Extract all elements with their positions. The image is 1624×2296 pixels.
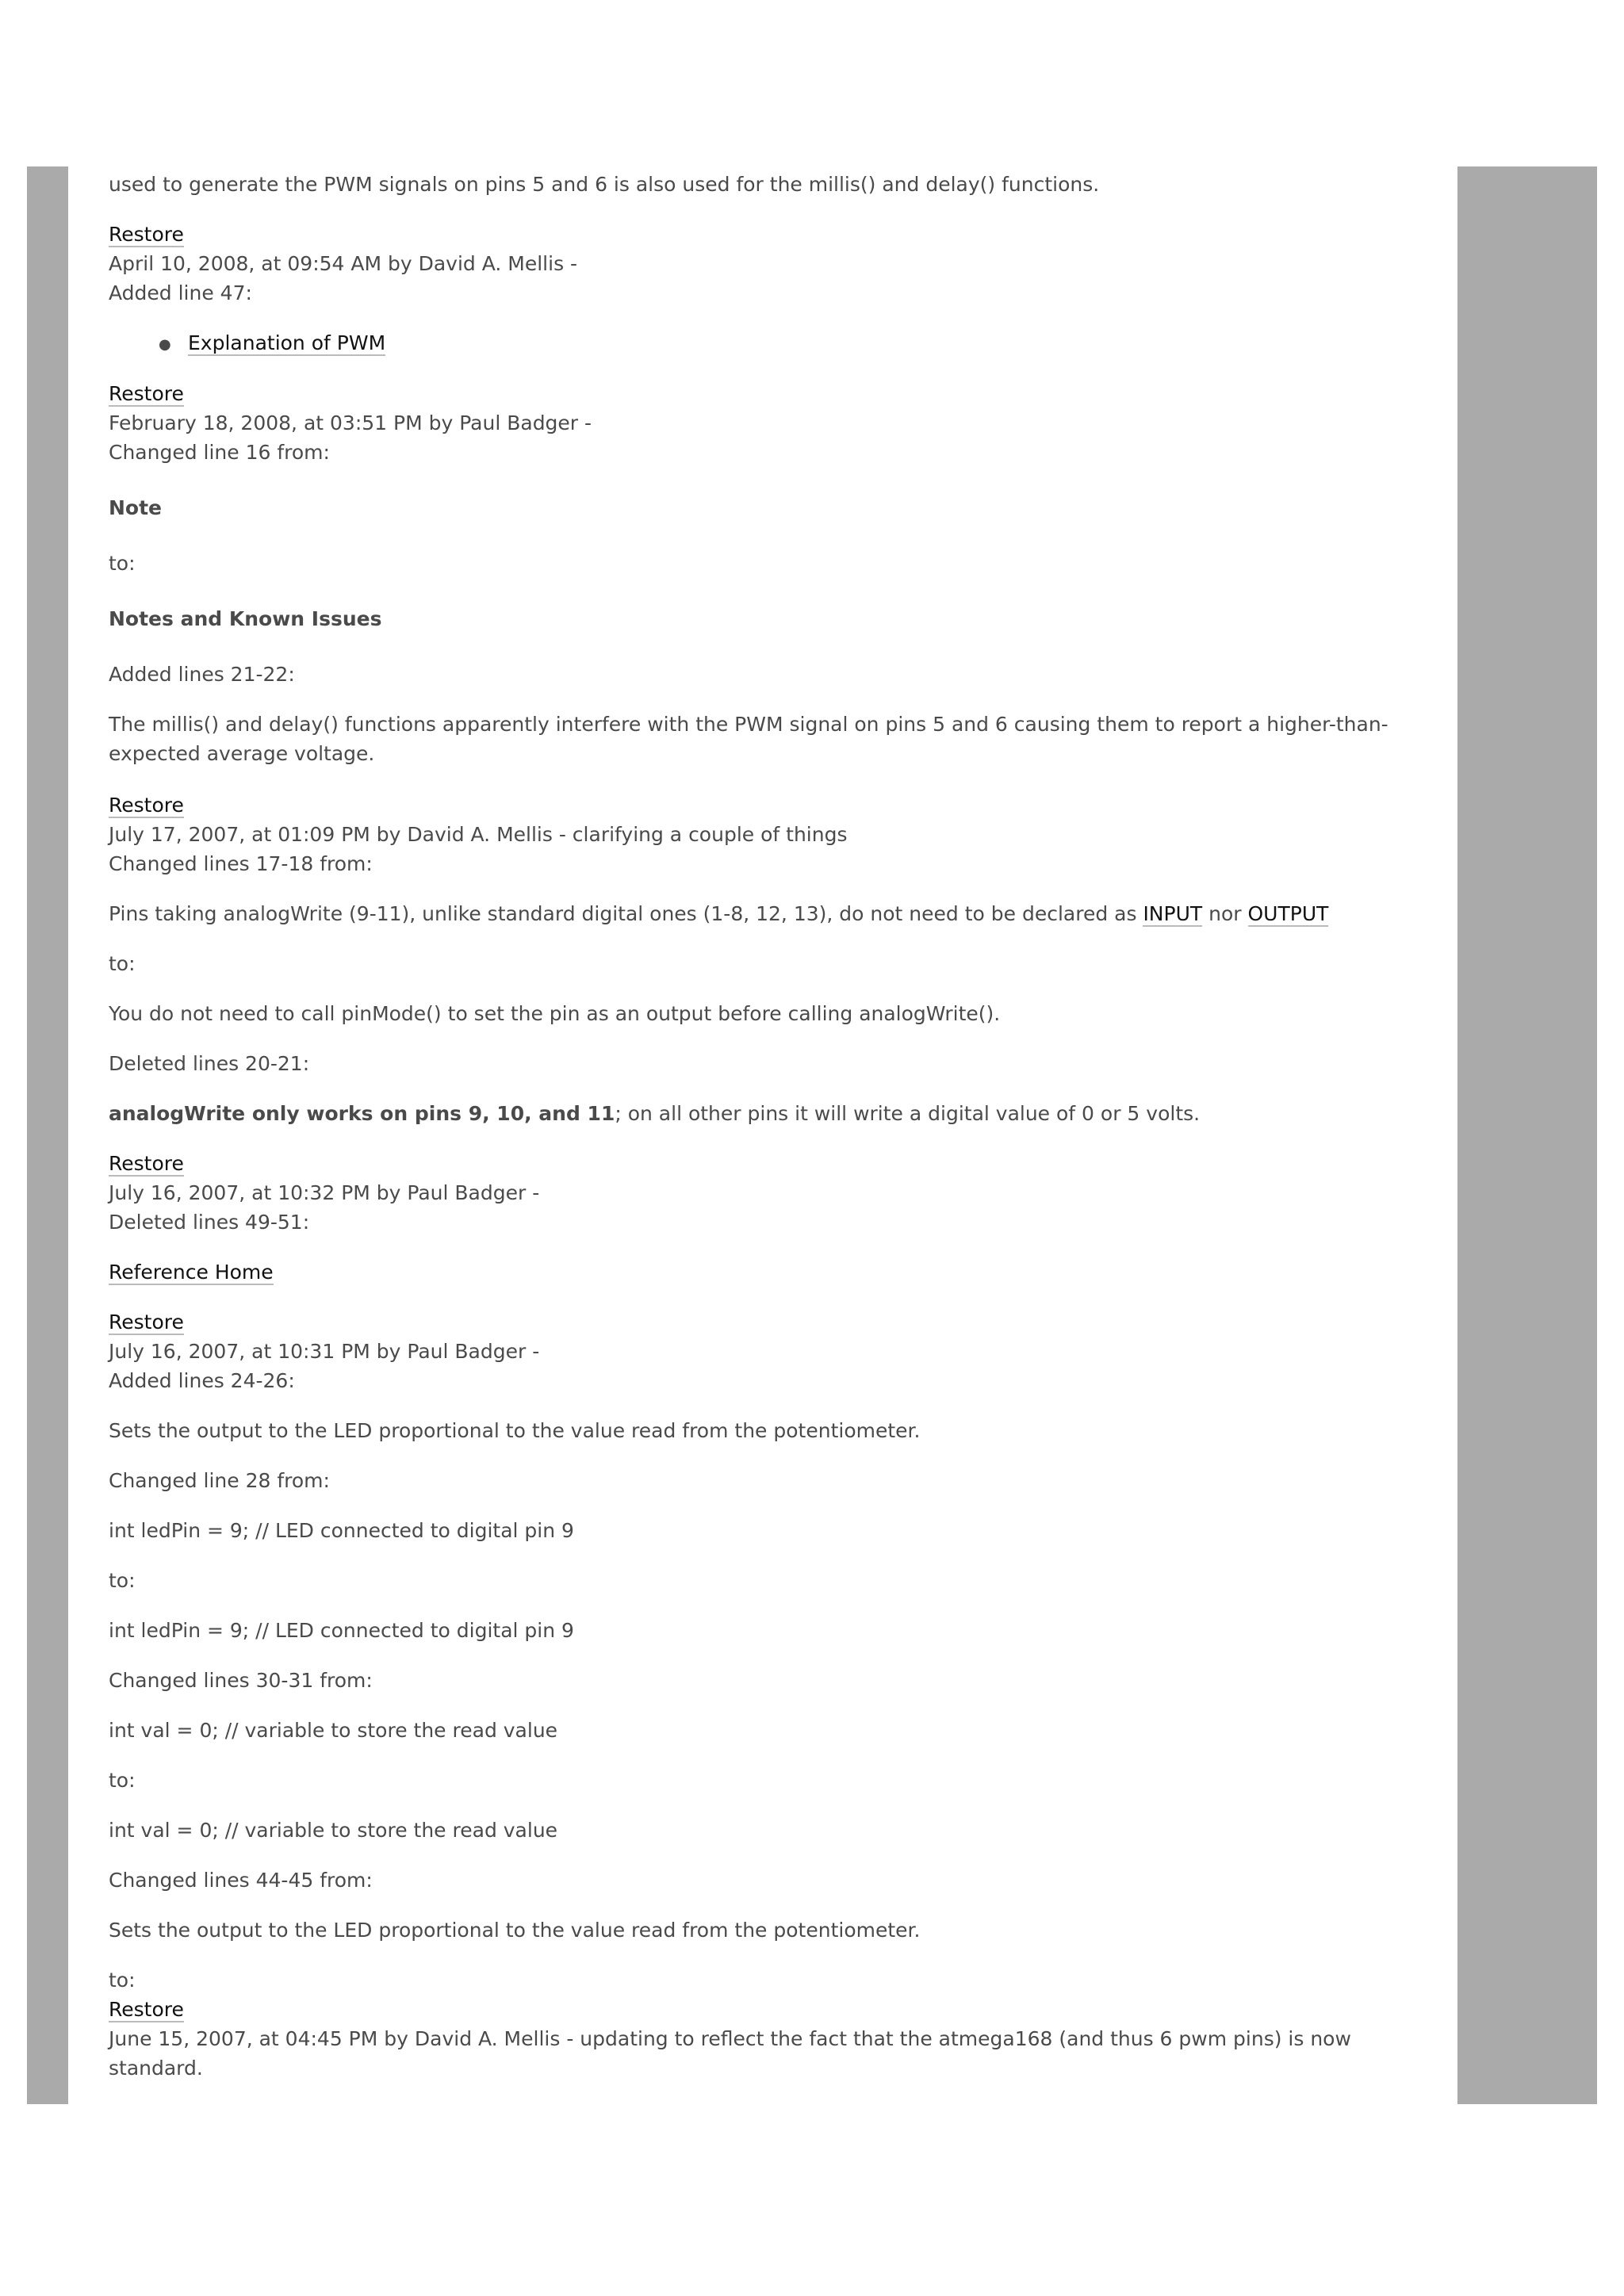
history-entry-header: February 18, 2008, at 03:51 PM by Paul Badger - — [109, 411, 592, 434]
history-text: used to generate the PWM signals on pins 5 and 6 is also used for the millis() and delay() functions. — [109, 173, 1100, 196]
history-text: analogWrite only works on pins 9, 10, and 11; on all other pins it will write a digital value of 0 or 5 volts. — [109, 1102, 1201, 1125]
history-text: Added lines 24-26: — [109, 1369, 295, 1392]
history-text: int val = 0; // variable to store the read value — [109, 1719, 558, 1742]
restore-link[interactable]: Restore — [109, 1311, 184, 1334]
left-gray-border — [27, 166, 68, 2104]
history-text: Changed line 16 from: — [109, 441, 330, 464]
restore-link[interactable]: Restore — [109, 794, 184, 817]
history-text: int val = 0; // variable to store the read value — [109, 1819, 558, 1842]
explanation-of-pwm-link[interactable]: Explanation of PWM — [188, 331, 386, 354]
input-link[interactable]: INPUT — [1143, 902, 1203, 925]
history-entry-header: July 16, 2007, at 10:31 PM by Paul Badger - — [109, 1340, 540, 1363]
bullet-icon: ● — [159, 336, 171, 353]
history-text-bold: Notes and Known Issues — [109, 607, 382, 630]
history-text: The millis() and delay() functions apparently interfere with the PWM signal on pins 5 and 6 causing them to report a higher-than-expected average voltage. — [109, 713, 1388, 765]
reference-home-link[interactable]: Reference Home — [109, 1261, 274, 1284]
history-entry-header: April 10, 2008, at 09:54 AM by David A. Mellis - — [109, 252, 578, 275]
history-text: to: — [109, 1569, 136, 1592]
history-text: Changed lines 17-18 from: — [109, 852, 373, 875]
history-text: int ledPin = 9; // LED connected to digital pin 9 — [109, 1519, 574, 1542]
right-gray-border — [1457, 166, 1597, 2104]
history-entry-header: June 15, 2007, at 04:45 PM by David A. Mellis - updating to reflect the fact that the atmega168 (and thus 6 pwm pins) is now standard. — [109, 2027, 1351, 2080]
history-text: Sets the output to the LED proportional to the value read from the potentiometer. — [109, 1419, 921, 1442]
history-text: to: — [109, 552, 136, 575]
history-entry-header: July 17, 2007, at 01:09 PM by David A. Mellis - clarifying a couple of things — [109, 823, 848, 846]
history-text-bold: Note — [109, 496, 163, 519]
history-text: Changed line 28 from: — [109, 1469, 330, 1492]
history-entry-header: July 16, 2007, at 10:32 PM by Paul Badger - — [109, 1181, 540, 1204]
restore-link[interactable]: Restore — [109, 382, 184, 405]
history-text: int ledPin = 9; // LED connected to digital pin 9 — [109, 1619, 574, 1642]
history-text: Pins taking analogWrite (9-11), unlike standard digital ones (1-8, 12, 13), do not need to be declared as INPUT nor OUTPUT — [109, 902, 1329, 925]
restore-link[interactable]: Restore — [109, 1152, 184, 1175]
restore-link[interactable]: Restore — [109, 223, 184, 246]
history-text: Sets the output to the LED proportional to the value read from the potentiometer. — [109, 1919, 921, 1942]
output-link[interactable]: OUTPUT — [1247, 902, 1329, 925]
history-text: to: — [109, 1969, 136, 1992]
history-text: to: — [109, 952, 136, 975]
history-text: Deleted lines 49-51: — [109, 1211, 310, 1234]
history-text: to: — [109, 1769, 136, 1792]
history-text: Added lines 21-22: — [109, 663, 295, 686]
history-text: Changed lines 30-31 from: — [109, 1669, 373, 1692]
history-text: You do not need to call pinMode() to set the pin as an output before calling analogWrite(). — [109, 1002, 1001, 1025]
history-text: Added line 47: — [109, 281, 252, 304]
history-text: Deleted lines 20-21: — [109, 1052, 310, 1075]
history-text: Changed lines 44-45 from: — [109, 1869, 373, 1892]
restore-link[interactable]: Restore — [109, 1998, 184, 2021]
